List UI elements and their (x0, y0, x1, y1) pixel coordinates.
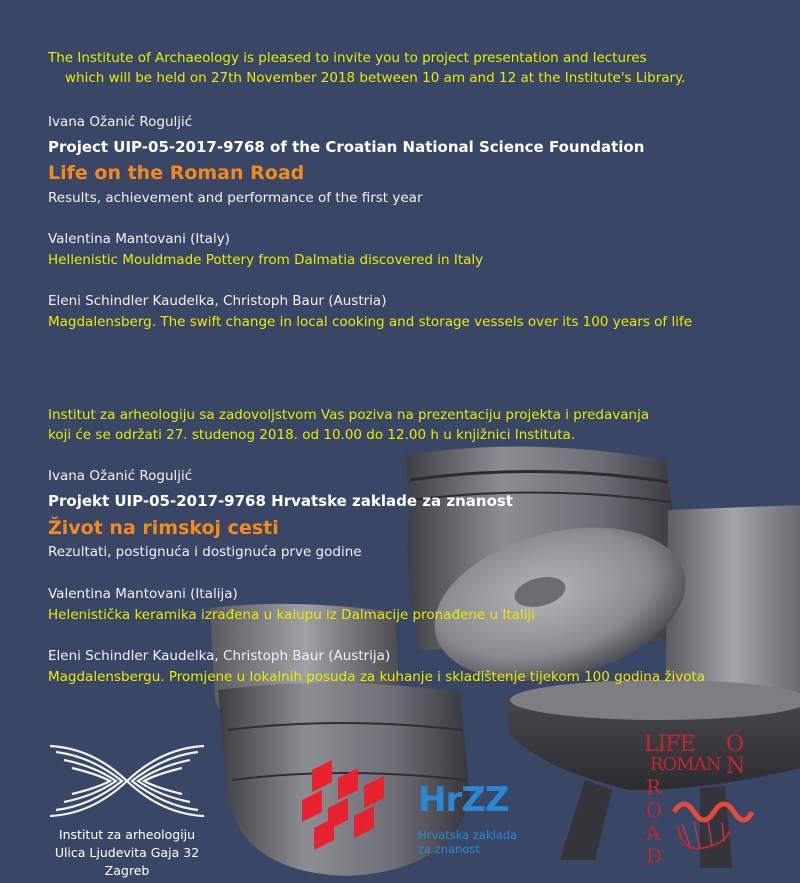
logo-o: O (726, 732, 745, 757)
speaker-1-hr: Ivana Ožanić Roguljić (48, 468, 193, 484)
project-subtitle-en: Results, achievement and performance of the first year (48, 190, 423, 206)
speaker-2-en: Valentina Mantovani (Italy) (48, 231, 230, 247)
speaker-1-en: Ivana Ožanić Roguljić (48, 114, 193, 130)
hrzz-name-line-1: Hrvatska zaklada (418, 828, 518, 842)
logo-wave-mark (670, 792, 756, 856)
talk-2-en: Hellenistic Mouldmade Pottery from Dalmatia discovered in Italy (48, 252, 484, 268)
institute-address (48, 826, 206, 880)
invitation-line-1-en: The Institute of Archaeology is pleased to invite you to project presentation and lectures (48, 50, 647, 66)
logo-road: ROAD (646, 775, 663, 868)
project-line-hr: Projekt UIP-05-2017-9768 Hrvatske zaklade za znanost (48, 492, 513, 510)
life-on-roman-road-logo (644, 732, 756, 872)
project-line-en: Project UIP-05-2017-9768 of the Croatian National Science Foundation (48, 138, 645, 156)
institute-name: Institut za arheologiju (58, 827, 196, 842)
project-subtitle-hr: Rezultati, postignuća i dostignuća prve godine (48, 544, 362, 560)
invitation-line-1-hr: Institut za arheologiju sa zadovoljstvom Vas poziva na prezentaciju projekta i predavanja (48, 407, 650, 423)
invitation-text-hr (48, 405, 649, 445)
talk-3-en: Magdalensberg. The swift change in local cooking and storage vessels over its 100 years of life (48, 314, 693, 330)
talk-2-hr: Helenistička keramika izrađena u kalupu iz Dalmacije pronađene u Italiji (48, 607, 535, 623)
project-title-en: Life on the Roman Road (48, 162, 305, 184)
hrzz-wordmark: HrZZ (418, 780, 509, 820)
invitation-text-en (48, 48, 685, 88)
logo-roman: ROMAN (650, 754, 721, 775)
speaker-3-hr: Eleni Schindler Kaudelka, Christoph Baur (Austrija) (48, 648, 391, 664)
invitation-line-2-en: which will be held on 27th November 2018 between 10 am and 12 at the Institute's Library. (65, 70, 686, 86)
institute-city: Zagreb (104, 863, 150, 878)
institute-street: Ulica Ljudevita Gaja 32 (54, 845, 200, 860)
speaker-3-en: Eleni Schindler Kaudelka, Christoph Baur (Austria) (48, 293, 387, 309)
hrzz-name-line-2: za znanost (418, 842, 480, 856)
logo-life: LIFE (644, 732, 695, 757)
invitation-line-2-hr: koji će se održati 27. studenog 2018. od 10.00 do 12.00 h u knjižnici Instituta. (48, 427, 576, 443)
speaker-2-hr: Valentina Mantovani (Italija) (48, 586, 238, 602)
hrzz-name (418, 828, 517, 856)
logo-n: N (726, 754, 746, 779)
project-title-hr: Život na rimskoj cesti (48, 517, 279, 539)
institute-knot-logo (42, 738, 212, 824)
talk-3-hr: Magdalensbergu. Promjene u lokalnih posuda za kuhanje i skladištenje tijekom 100 godina života (48, 669, 706, 685)
hrzz-logo-mark (300, 760, 400, 850)
